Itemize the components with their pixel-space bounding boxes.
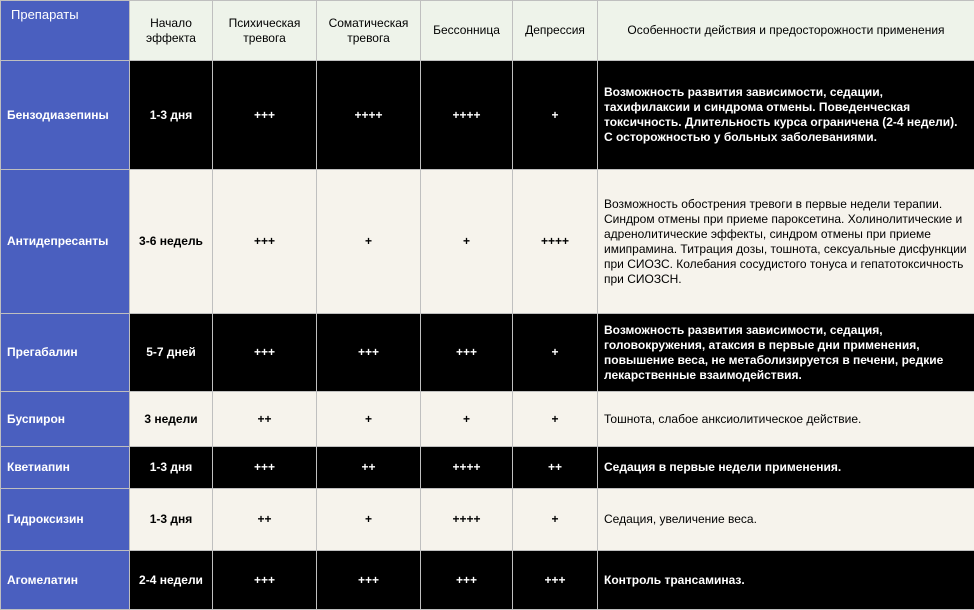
somatic-cell: +	[317, 170, 421, 314]
psychic-cell: +++	[213, 61, 317, 170]
table-row	[1, 170, 974, 314]
header-depression: Депрессия	[513, 1, 598, 61]
insomnia-cell: +++	[421, 314, 513, 392]
onset-cell: 1-3 дня	[130, 447, 213, 489]
table-row	[1, 61, 974, 170]
header-onset: Начало эффекта	[130, 1, 213, 61]
header-insomnia: Бессонница	[421, 1, 513, 61]
drug-name: Агомелатин	[1, 551, 130, 610]
header-drugs: Препараты	[1, 1, 130, 61]
features-cell: Седация в первые недели применения.	[598, 447, 974, 489]
insomnia-cell: +	[421, 170, 513, 314]
somatic-cell: +++	[317, 314, 421, 392]
psychic-cell: ++	[213, 392, 317, 447]
somatic-cell: +	[317, 489, 421, 551]
somatic-cell: +++	[317, 551, 421, 610]
insomnia-cell: +	[421, 392, 513, 447]
onset-cell: 3 недели	[130, 392, 213, 447]
onset-cell: 5-7 дней	[130, 314, 213, 392]
somatic-cell: ++	[317, 447, 421, 489]
onset-cell: 2-4 недели	[130, 551, 213, 610]
depression-cell: ++++	[513, 170, 598, 314]
drug-name: Кветиапин	[1, 447, 130, 489]
table-row	[1, 314, 974, 392]
depression-cell: +	[513, 489, 598, 551]
somatic-cell: +	[317, 392, 421, 447]
table-row	[1, 489, 974, 551]
table-row	[1, 392, 974, 447]
drug-name: Прегабалин	[1, 314, 130, 392]
drug-name: Буспирон	[1, 392, 130, 447]
somatic-cell: ++++	[317, 61, 421, 170]
features-cell: Возможность развития зависимости, седации, тахифилаксии и синдрома отмены. Поведенческая токсичность. Длительность курса ограничена (2-4 недели). С осторожностью у больных заболеваниями.	[598, 61, 974, 170]
table-row	[1, 447, 974, 489]
features-cell: Контроль трансаминаз.	[598, 551, 974, 610]
depression-cell: +++	[513, 551, 598, 610]
features-cell: Возможность обострения тревоги в первые недели терапии. Синдром отмены при приеме пароксетина. Холинолитические и адренолитические эффекты, синдром отмены при приеме имипрамина. Титрация дозы, тошнота, сексуальные дисфункции при СИОЗС. Колебания сосудистого тонуса и гепатотоксичность при СИОЗСН.	[598, 170, 974, 314]
drug-name: Антидепресанты	[1, 170, 130, 314]
insomnia-cell: +++	[421, 551, 513, 610]
features-cell: Седация, увеличение веса.	[598, 489, 974, 551]
insomnia-cell: ++++	[421, 489, 513, 551]
drug-name: Гидроксизин	[1, 489, 130, 551]
depression-cell: ++	[513, 447, 598, 489]
psychic-cell: ++	[213, 489, 317, 551]
insomnia-cell: ++++	[421, 61, 513, 170]
table-header-row	[1, 1, 974, 61]
onset-cell: 3-6 недель	[130, 170, 213, 314]
psychic-cell: +++	[213, 314, 317, 392]
features-cell: Тошнота, слабое анксиолитическое действие.	[598, 392, 974, 447]
insomnia-cell: ++++	[421, 447, 513, 489]
psychic-cell: +++	[213, 551, 317, 610]
header-psychic-anxiety: Психическая тревога	[213, 1, 317, 61]
depression-cell: +	[513, 314, 598, 392]
header-features: Особенности действия и предосторожности применения	[598, 1, 974, 61]
onset-cell: 1-3 дня	[130, 489, 213, 551]
depression-cell: +	[513, 61, 598, 170]
psychic-cell: +++	[213, 170, 317, 314]
onset-cell: 1-3 дня	[130, 61, 213, 170]
drug-name: Бензодиазепины	[1, 61, 130, 170]
header-somatic-anxiety: Соматическая тревога	[317, 1, 421, 61]
depression-cell: +	[513, 392, 598, 447]
table-row	[1, 551, 974, 610]
features-cell: Возможность развития зависимости, седация, головокружения, атаксия в первые дни применения, повышение веса, не метаболизируется в печени, редкие лекарственные взаимодействия.	[598, 314, 974, 392]
psychic-cell: +++	[213, 447, 317, 489]
